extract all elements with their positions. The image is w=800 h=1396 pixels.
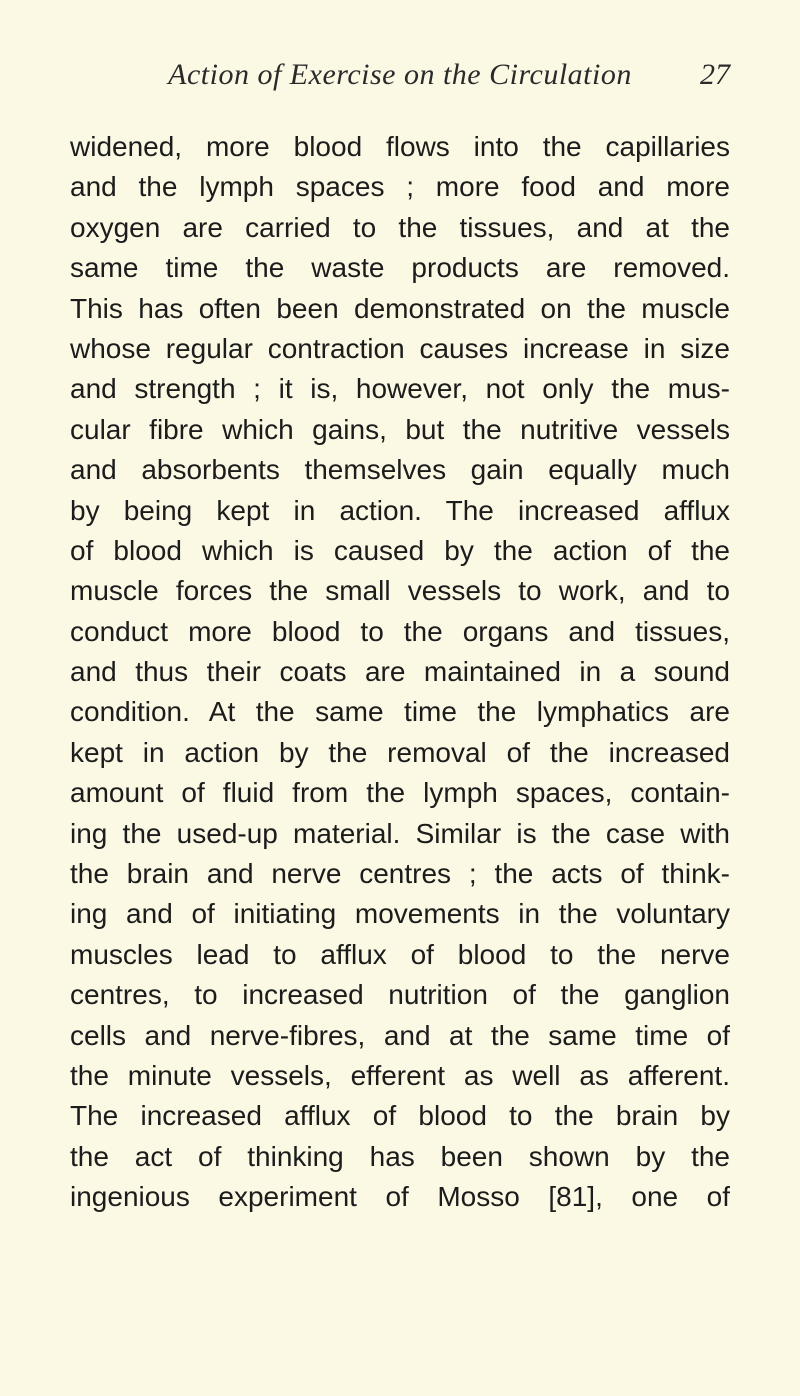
text-line: conduct more blood to the organs and tissues,	[70, 615, 730, 647]
text-line: ingenious experiment of Mosso [81], one of	[70, 1181, 730, 1213]
text-line: and absorbents themselves gain equally much	[70, 454, 730, 486]
text-line: muscles lead to afflux of blood to the nerve	[70, 938, 730, 970]
text-line: condition. At the same time the lymphatics are	[70, 696, 730, 728]
text-line: amount of fluid from the lymph spaces, contain-	[70, 777, 730, 809]
text-line: by being kept in action. The increased afflux	[70, 494, 730, 526]
text-line: widened, more blood flows into the capillaries	[70, 131, 730, 162]
text-line: the minute vessels, efferent as well as afferent.	[70, 1059, 730, 1091]
text-line: of blood which is caused by the action of the	[70, 534, 730, 566]
text-line: and thus their coats are maintained in a sound	[70, 656, 730, 688]
text-line: muscle forces the small vessels to work, and to	[70, 575, 730, 607]
text-line: whose regular contraction causes increase in size	[70, 332, 730, 364]
text-line: This has often been demonstrated on the muscle	[70, 292, 730, 324]
body-text	[70, 127, 730, 1218]
text-line: cular fibre which gains, but the nutritive vessels	[70, 413, 730, 445]
text-line: and strength ; it is, however, not only the mus-	[70, 373, 730, 405]
text-line: the act of thinking has been shown by the	[70, 1140, 730, 1172]
text-line: ing and of initiating movements in the voluntary	[70, 898, 730, 930]
running-head	[70, 58, 730, 108]
text-line: same time the waste products are removed.	[70, 252, 730, 284]
text-line: oxygen are carried to the tissues, and at the	[70, 211, 730, 243]
text-line: The increased afflux of blood to the brain by	[70, 1100, 730, 1132]
text-line: and the lymph spaces ; more food and more	[70, 171, 730, 203]
text-line: centres, to increased nutrition of the ganglion	[70, 979, 730, 1011]
text-line: cells and nerve-fibres, and at the same time of	[70, 1019, 730, 1051]
page-number: 27	[700, 58, 730, 91]
running-title: Action of Exercise on the Circulation	[168, 58, 632, 91]
text-line: kept in action by the removal of the increased	[70, 736, 730, 768]
text-line: ing the used-up material. Similar is the case with	[70, 817, 730, 849]
text-line: the brain and nerve centres ; the acts of think-	[70, 858, 730, 890]
